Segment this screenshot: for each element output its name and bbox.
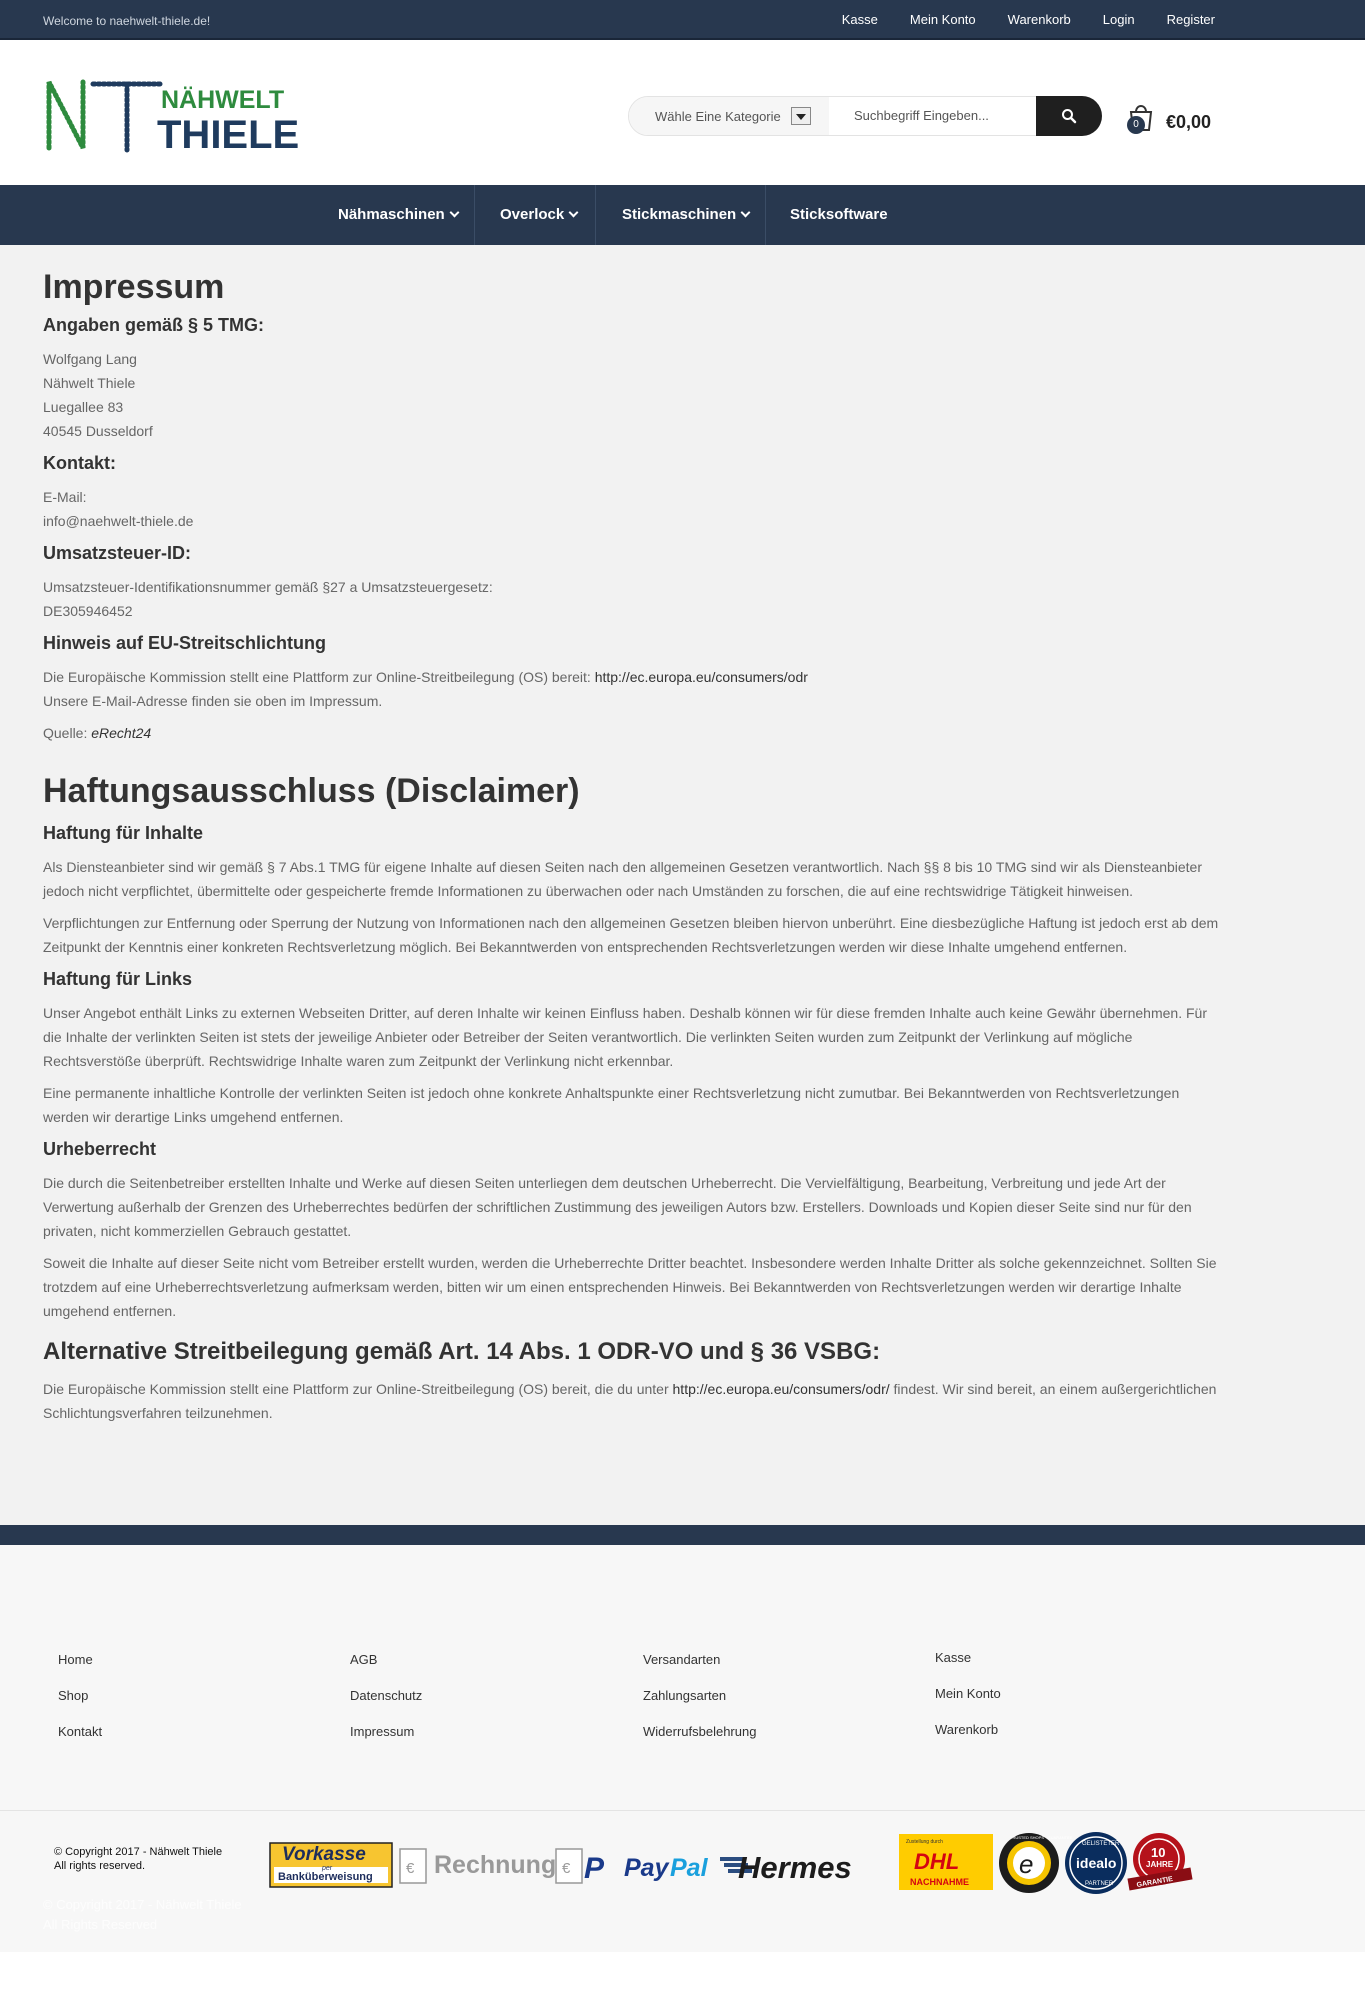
- tmg-heading: Angaben gemäß § 5 TMG:: [43, 315, 265, 335]
- nav-item-overlock[interactable]: [500, 185, 577, 245]
- header: [0, 40, 1365, 185]
- vorkasse-per: per: [322, 1865, 333, 1872]
- email-label: E-Mail:: [43, 489, 87, 505]
- copyright-paragraph: Die durch die Seitenbetreiber erstellten Inhalte und Werke auf diesen Seiten unterliegen dem deutschen Urheberrecht. Die Vervielfältigung, Bearbeitung, Verbreitung und jede Art der Verwertung außerhalb der Grenzen des Urheberrechtes bedürfen der schriftlichen Zustimmung des jeweiligen Autors bzw. Erstellers. Downloads und Kopien dieser Seite sind nur für den privaten, nicht kommerziellen Gebrauch gestattet.: [43, 1175, 1192, 1239]
- disclaimer-title: Haftungsausschluss (Disclaimer): [43, 772, 580, 810]
- category-label: Wähle Eine Kategorie: [655, 109, 781, 124]
- euro-icon: €: [562, 1860, 571, 1877]
- nav-divider: [595, 185, 596, 245]
- paypal-pay: Pay: [624, 1854, 669, 1882]
- top-link-kasse[interactable]: Kasse: [841, 12, 878, 27]
- source-link[interactable]: eRecht24: [91, 725, 152, 741]
- email-address[interactable]: info@naehwelt-thiele.de: [43, 513, 194, 529]
- footer-column: [935, 1648, 1001, 1756]
- chevron-down-icon: [449, 208, 459, 218]
- top-links: [842, 12, 1215, 27]
- euro-icon: €: [406, 1860, 415, 1877]
- vorkasse-badge: [270, 1843, 392, 1887]
- adr-odr-link[interactable]: http://ec.europa.eu/consumers/odr/: [672, 1381, 890, 1397]
- vat-heading: Umsatzsteuer-ID:: [43, 543, 192, 563]
- liability-links-paragraph: Eine permanente inhaltliche Kontrolle der verlinkten Seiten ist jedoch ohne konkrete Anhaltspunkte einer Rechtsverletzung nicht zumutbar. Bei Bekanntwerden von Rechtsverletzungen werden wir derartige Links umgehend entfernen.: [43, 1085, 1180, 1125]
- address-line: Wolfgang Lang: [43, 351, 137, 367]
- trusted-shops-e-icon: e: [1019, 1849, 1034, 1879]
- address-line: 40545 Dusseldorf: [43, 423, 153, 439]
- footer-link-kontakt[interactable]: Kontakt: [58, 1724, 103, 1739]
- main-content: [0, 245, 1365, 1525]
- paypal-p-icon: P: [584, 1852, 605, 1885]
- footer-link-shop[interactable]: Shop: [58, 1688, 89, 1703]
- footer-column: [58, 1650, 102, 1758]
- vorkasse-label: Vorkasse: [282, 1844, 366, 1865]
- eu-dispute-email-note: Unsere E-Mail-Adresse finden sie oben im Impressum.: [43, 693, 383, 709]
- vat-label: Umsatzsteuer-Identifikationsnummer gemäß §27 a Umsatzsteuergesetz:: [43, 579, 493, 595]
- cart-count-badge: 0: [1127, 116, 1145, 134]
- garantie-years-label: JAHRE: [1146, 1860, 1174, 1869]
- logo-text-bottom: THIELE: [157, 113, 300, 157]
- nav-divider: [474, 185, 475, 245]
- copyright-faded-text: [43, 1895, 242, 1935]
- top-link-register[interactable]: Register: [1166, 12, 1215, 27]
- liability-content-paragraph: Verpflichtungen zur Entfernung oder Sperrung der Nutzung von Informationen nach den allgemeinen Gesetzen bleiben hiervon unberührt. Eine diesbezügliche Haftung ist jedoch erst ab dem Zeitpunkt der Kenntnis einer konkreten Rechtsverletzung möglich. Bei Bekanntwerden von entsprechenden Rechtsverletzungen werden wir diese Inhalte umgehend entfernen.: [43, 915, 1219, 955]
- adr-text: findest. Wir sind bereit, an einem außergerichtlichen Schlichtungsverfahren teilzunehmen.: [43, 1381, 1217, 1421]
- nav-divider: [765, 185, 766, 245]
- contact-heading: Kontakt:: [43, 453, 116, 473]
- payment-shipping-badges: [268, 1823, 1210, 1895]
- copyright-line: © Copyright 2017 - Nähwelt Thiele: [54, 1846, 223, 1858]
- footer-link-agb[interactable]: AGB: [350, 1652, 378, 1667]
- copyright-faded-line: © Copyright 2017 - Nähwelt Thiele: [43, 1897, 242, 1912]
- footer-link-datenschutz[interactable]: Datenschutz: [350, 1688, 423, 1703]
- garantie-label: GARANTIE: [1136, 1875, 1174, 1890]
- hermes-label: Hermes: [738, 1850, 852, 1885]
- paypal-badge: [584, 1852, 709, 1885]
- hermes-badge: [720, 1850, 852, 1885]
- idealo-logo: idealo: [1076, 1855, 1117, 1871]
- top-link-login[interactable]: Login: [1102, 12, 1135, 27]
- rechnung-label: Rechnung: [434, 1851, 557, 1879]
- address-line: Nähwelt Thiele: [43, 375, 136, 391]
- footer-column: [350, 1650, 422, 1758]
- search-icon: [1061, 108, 1077, 124]
- copyright-faded-line: All Rights Reserved: [43, 1917, 158, 1932]
- trusted-shops-label: TRUSTED SHOPS · GUARANTEE: [1010, 1835, 1073, 1840]
- footer-link-impressum[interactable]: Impressum: [350, 1724, 415, 1739]
- idealo-partner-badge: [1065, 1832, 1127, 1894]
- copyright-paragraph: Soweit die Inhalte auf dieser Seite nicht vom Betreiber erstellt wurden, werden die Urheberrechte Dritter beachtet. Insbesondere werden Inhalte Dritter als solche gekennzeichnet. Sollten Sie trotzdem auf eine Urheberrechtsverletzung aufmerksam werden, bitten wir um einen entsprechenden Hinweis. Bei Bekanntwerden von Rechtsverletzungen werden wir derartige Inhalte umgehend entfernen.: [43, 1255, 1217, 1319]
- nav-label: Sticksoftware: [790, 206, 888, 223]
- vat-id: DE305946452: [43, 603, 133, 619]
- logo-graphic: [43, 74, 300, 157]
- mini-cart[interactable]: [1126, 100, 1216, 140]
- page-title: Impressum: [43, 268, 225, 306]
- eu-odr-link[interactable]: http://ec.europa.eu/consumers/odr: [594, 669, 808, 685]
- idealo-top-text: GELISTETER: [1082, 1841, 1120, 1847]
- footer-column: [643, 1650, 756, 1758]
- footer-link-widerruf[interactable]: Widerrufsbelehrung: [643, 1724, 757, 1739]
- copyright-text: [54, 1845, 222, 1873]
- footer-link-versandarten[interactable]: Versandarten: [643, 1652, 721, 1667]
- vorkasse-sub: Banküberweisung: [278, 1871, 373, 1883]
- top-bar: [0, 0, 1365, 40]
- adr-text: Die Europäische Kommission stellt eine Plattform zur Online-Streitbeilegung (OS) bereit, die du unter: [43, 1381, 669, 1397]
- dhl-logo: DHL: [914, 1849, 960, 1874]
- nav-item-stickmaschinen[interactable]: [622, 185, 749, 245]
- source-label: Quelle:: [43, 725, 88, 741]
- footer: [0, 1545, 1365, 1810]
- rechnung-badge: [400, 1849, 582, 1883]
- logo-text-top: NÄHWELT: [161, 86, 285, 114]
- welcome-text: Welcome to naehwelt-thiele.de!: [43, 14, 211, 28]
- garantie-years-number: 10: [1151, 1845, 1166, 1860]
- nav-item-naehmaschinen[interactable]: [338, 185, 458, 245]
- top-link-warenkorb[interactable]: Warenkorb: [1007, 12, 1071, 27]
- search-button[interactable]: [1036, 96, 1102, 136]
- adr-heading: Alternative Streitbeilegung gemäß Art. 14 Abs. 1 ODR-VO und § 36 VSBG:: [43, 1338, 881, 1365]
- footer-link-mein-konto[interactable]: Mein Konto: [935, 1686, 1001, 1701]
- liability-content-paragraph: Als Diensteanbieter sind wir gemäß § 7 Abs.1 TMG für eigene Inhalte auf diesen Seiten nach den allgemeinen Gesetzen verantwortlich. Nach §§ 8 bis 10 TMG sind wir als Diensteanbieter jedoch nicht verpflichtet, übermittelte oder gespeicherte fremde Informationen zu überwachen oder nach Umständen zu forschen, die auf eine rechtswidrige Tätigkeit hinweisen.: [43, 859, 1202, 899]
- footer-link-kasse[interactable]: Kasse: [935, 1650, 972, 1665]
- impressum-content: [43, 267, 1223, 1433]
- cart-total: €0,00: [1166, 112, 1212, 132]
- chevron-down-icon: [569, 208, 579, 218]
- chevron-down-icon: [741, 208, 751, 218]
- liability-links-heading: Haftung für Links: [43, 969, 192, 989]
- liability-links-paragraph: Unser Angebot enthält Links zu externen Webseiten Dritter, auf deren Inhalte wir keinen Einfluss haben. Deshalb können wir für diese fremden Inhalte auch keine Gewähr übernehmen. Für die Inhalte der verlinkten Seiten ist stets der jeweilige Anbieter oder Betreiber der Seiten verantwortlich. Die verlinkten Seiten wurden zum Zeitpunkt der Verlinkung auf mögliche Rechtsverstöße überprüft. Rechtswidrige Inhalte waren zum Zeitpunkt der Verlinkung nicht erkennbar.: [43, 1005, 1207, 1069]
- garantie-badge: [1127, 1833, 1192, 1890]
- idealo-sub-text: PARTNER: [1085, 1881, 1114, 1887]
- search-input[interactable]: Suchbegriff Eingeben...: [854, 108, 989, 123]
- footer-divider-band: [0, 1525, 1365, 1545]
- dropdown-arrow-icon: [791, 107, 811, 125]
- site-logo[interactable]: [43, 74, 300, 157]
- search-bar: [628, 96, 1102, 136]
- copyright-line: All rights reserved.: [54, 1860, 146, 1872]
- eu-dispute-heading: Hinweis auf EU-Streitschlichtung: [43, 633, 327, 653]
- trusted-shops-badge: [999, 1833, 1073, 1893]
- top-link-mein-konto[interactable]: Mein Konto: [909, 12, 976, 27]
- nav-label: Stickmaschinen: [622, 206, 737, 223]
- dhl-nachnahme-badge: [899, 1834, 993, 1890]
- category-select[interactable]: [629, 97, 829, 135]
- footer-bottom: [0, 1810, 1365, 1952]
- eu-dispute-sentence: Die Europäische Kommission stellt eine Plattform zur Online-Streitbeilegung (OS) bereit:: [43, 669, 591, 685]
- footer-link-zahlungsarten[interactable]: Zahlungsarten: [643, 1688, 727, 1703]
- nav-label: Nähmaschinen: [338, 206, 445, 223]
- liability-content-heading: Haftung für Inhalte: [43, 823, 203, 843]
- nav-item-sticksoftware[interactable]: [790, 185, 888, 245]
- main-navigation: [0, 185, 1365, 245]
- dhl-nachnahme-label: NACHNAHME: [910, 1877, 969, 1887]
- adr-paragraph: [43, 1377, 1223, 1425]
- eu-dispute-text: [43, 665, 1223, 713]
- address-line: Luegallee 83: [43, 399, 124, 415]
- copyright-heading: Urheberrecht: [43, 1139, 157, 1159]
- source-line: [43, 721, 1223, 745]
- paypal-pal: Pal: [670, 1854, 708, 1882]
- dhl-top-text: Zustellung durch: [906, 1839, 943, 1845]
- footer-link-home[interactable]: Home: [58, 1652, 93, 1667]
- footer-link-warenkorb[interactable]: Warenkorb: [935, 1722, 999, 1737]
- nav-label: Overlock: [500, 206, 565, 223]
